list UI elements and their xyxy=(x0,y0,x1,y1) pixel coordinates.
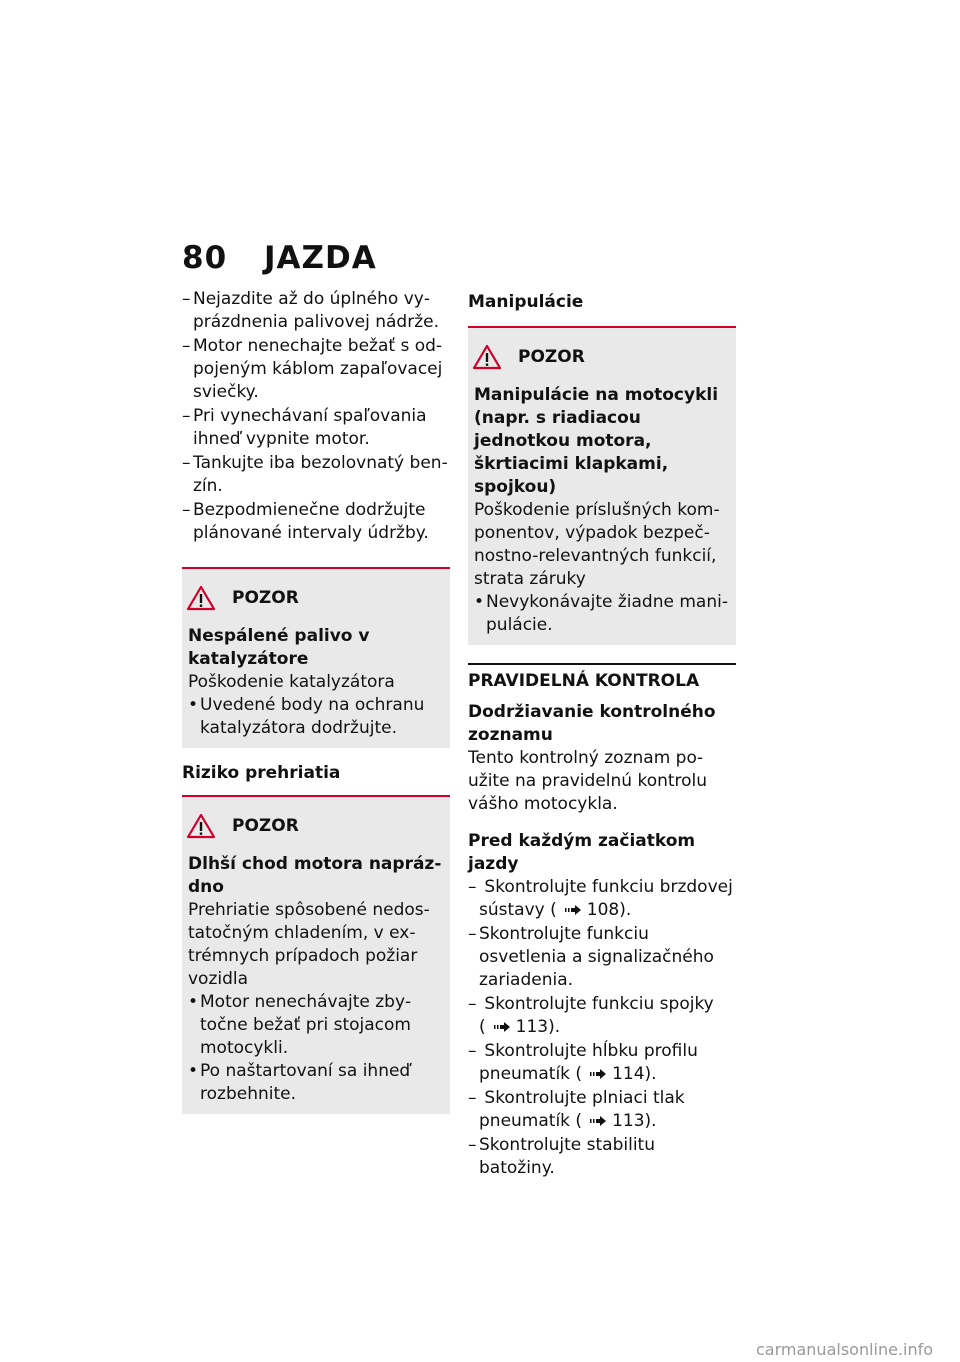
warning-title: POZOR xyxy=(232,588,299,608)
subheading-before-ride: Pred každým začiatkom jazdy xyxy=(468,831,696,874)
warning-header xyxy=(474,344,730,370)
page-header xyxy=(182,240,377,276)
warning-triangle-icon xyxy=(186,585,216,611)
warning-triangle-icon xyxy=(472,344,502,370)
warning-title: POZOR xyxy=(232,816,299,836)
page-reference[interactable]: ( 114). xyxy=(575,1064,657,1084)
warning-box-catalyst xyxy=(182,567,450,748)
warning-header xyxy=(188,585,444,611)
warning-actions xyxy=(188,694,444,740)
section-heading-overheating: Riziko prehriatia xyxy=(182,763,341,783)
right-column xyxy=(468,288,736,1181)
list-item: • Motor nenechávajte zbytočne bežať pri stojacom motocykli. xyxy=(188,991,444,1060)
intro-list xyxy=(182,288,450,545)
page-reference[interactable]: ( 113). xyxy=(575,1111,657,1131)
page-reference-arrow-icon xyxy=(590,1069,606,1079)
page-ref-number: 113). xyxy=(515,1017,561,1037)
list-item: • Nevykonávajte žiadne manipulácie. xyxy=(474,591,730,637)
warning-consequence: Poškodenie katalyzátora xyxy=(188,672,395,692)
list-item: – Bezpodmienečne dodržujte plánované intervaly údržby. xyxy=(182,499,450,545)
list-item xyxy=(468,876,736,922)
page-ref-number: 108). xyxy=(586,900,632,920)
before-ride-checklist xyxy=(468,876,736,1180)
page-ref-number: 113). xyxy=(612,1111,657,1131)
subheading-checklist: Dodržiavanie kontrolného zoznamu xyxy=(468,702,716,745)
page-reference[interactable]: ( 108). xyxy=(550,900,632,920)
list-item xyxy=(468,993,736,1039)
list-item: – Skontrolujte funkciu osvetlenia a signalizačného zariadenia. xyxy=(468,923,736,992)
warning-box-manipulation xyxy=(468,326,736,645)
list-item: – Nejazdite až do úplného vyprázdnenia palivovej nádrže. xyxy=(182,288,450,334)
page-reference-arrow-icon xyxy=(590,1116,606,1126)
warning-title: POZOR xyxy=(518,347,585,367)
list-item: – Motor nenechajte bežať s odpojeným káblom zapaľovacej sviečky. xyxy=(182,335,450,404)
page-reference-arrow-icon xyxy=(565,905,581,915)
list-item: • Po naštartovaní sa ihneď rozbehnite. xyxy=(188,1060,444,1106)
warning-actions xyxy=(474,591,730,637)
page-ref-number: 114). xyxy=(612,1064,657,1084)
check-text: Skontrolujte funkciu spojky xyxy=(484,994,714,1014)
page-number: 80 xyxy=(182,240,228,276)
check-text: Skontrolujte plniaci tlak pneumatík xyxy=(479,1088,685,1131)
watermark: carmanualsonline.info xyxy=(756,1340,934,1359)
list-item xyxy=(468,1040,736,1086)
section-heading-manipulation: Manipulácie xyxy=(468,292,584,312)
left-column xyxy=(182,288,450,1114)
warning-topic: Nespálené palivo v katalyzátore xyxy=(188,626,370,669)
check-text: Skontrolujte funkciu brzdovej sústavy xyxy=(479,877,733,920)
warning-triangle-icon xyxy=(186,813,216,839)
list-item xyxy=(468,1087,736,1133)
warning-box-idling xyxy=(182,795,450,1114)
list-item: – Pri vynechávaní spaľovania ihneď vypnite motor. xyxy=(182,405,450,451)
page-reference[interactable]: ( 113). xyxy=(479,1017,561,1037)
warning-header xyxy=(188,813,444,839)
warning-consequence: Poškodenie príslušných komponentov, výpadok bezpečnostno-relevantných funkcií, strata záruky xyxy=(474,500,720,589)
list-item: • Uvedené body na ochranu katalyzátora dodržujte. xyxy=(188,694,444,740)
page-reference-arrow-icon xyxy=(494,1022,510,1032)
section-heading-regular-check: PRAVIDELNÁ KONTROLA xyxy=(468,663,736,693)
checklist-intro: Tento kontrolný zoznam použite na pravidelnú kontrolu vášho motocykla. xyxy=(468,748,708,814)
list-item: – Skontrolujte stabilitu batožiny. xyxy=(468,1134,736,1180)
check-text: Skontrolujte hĺbku profilu pneumatík xyxy=(479,1041,698,1084)
warning-topic: Dlhší chod motora naprázdno xyxy=(188,854,442,897)
warning-consequence: Prehriatie spôsobené nedostatočným chladením, v extrémnych prípadoch požiar vozidla xyxy=(188,900,430,989)
warning-actions xyxy=(188,991,444,1106)
list-item: – Tankujte iba bezolovnatý benzín. xyxy=(182,452,450,498)
chapter-title: JAZDA xyxy=(264,240,377,276)
warning-topic: Manipulácie na motocykli (napr. s riadiacou jednotkou motora, škrtiacimi klapkami, spojkou) xyxy=(474,385,719,497)
